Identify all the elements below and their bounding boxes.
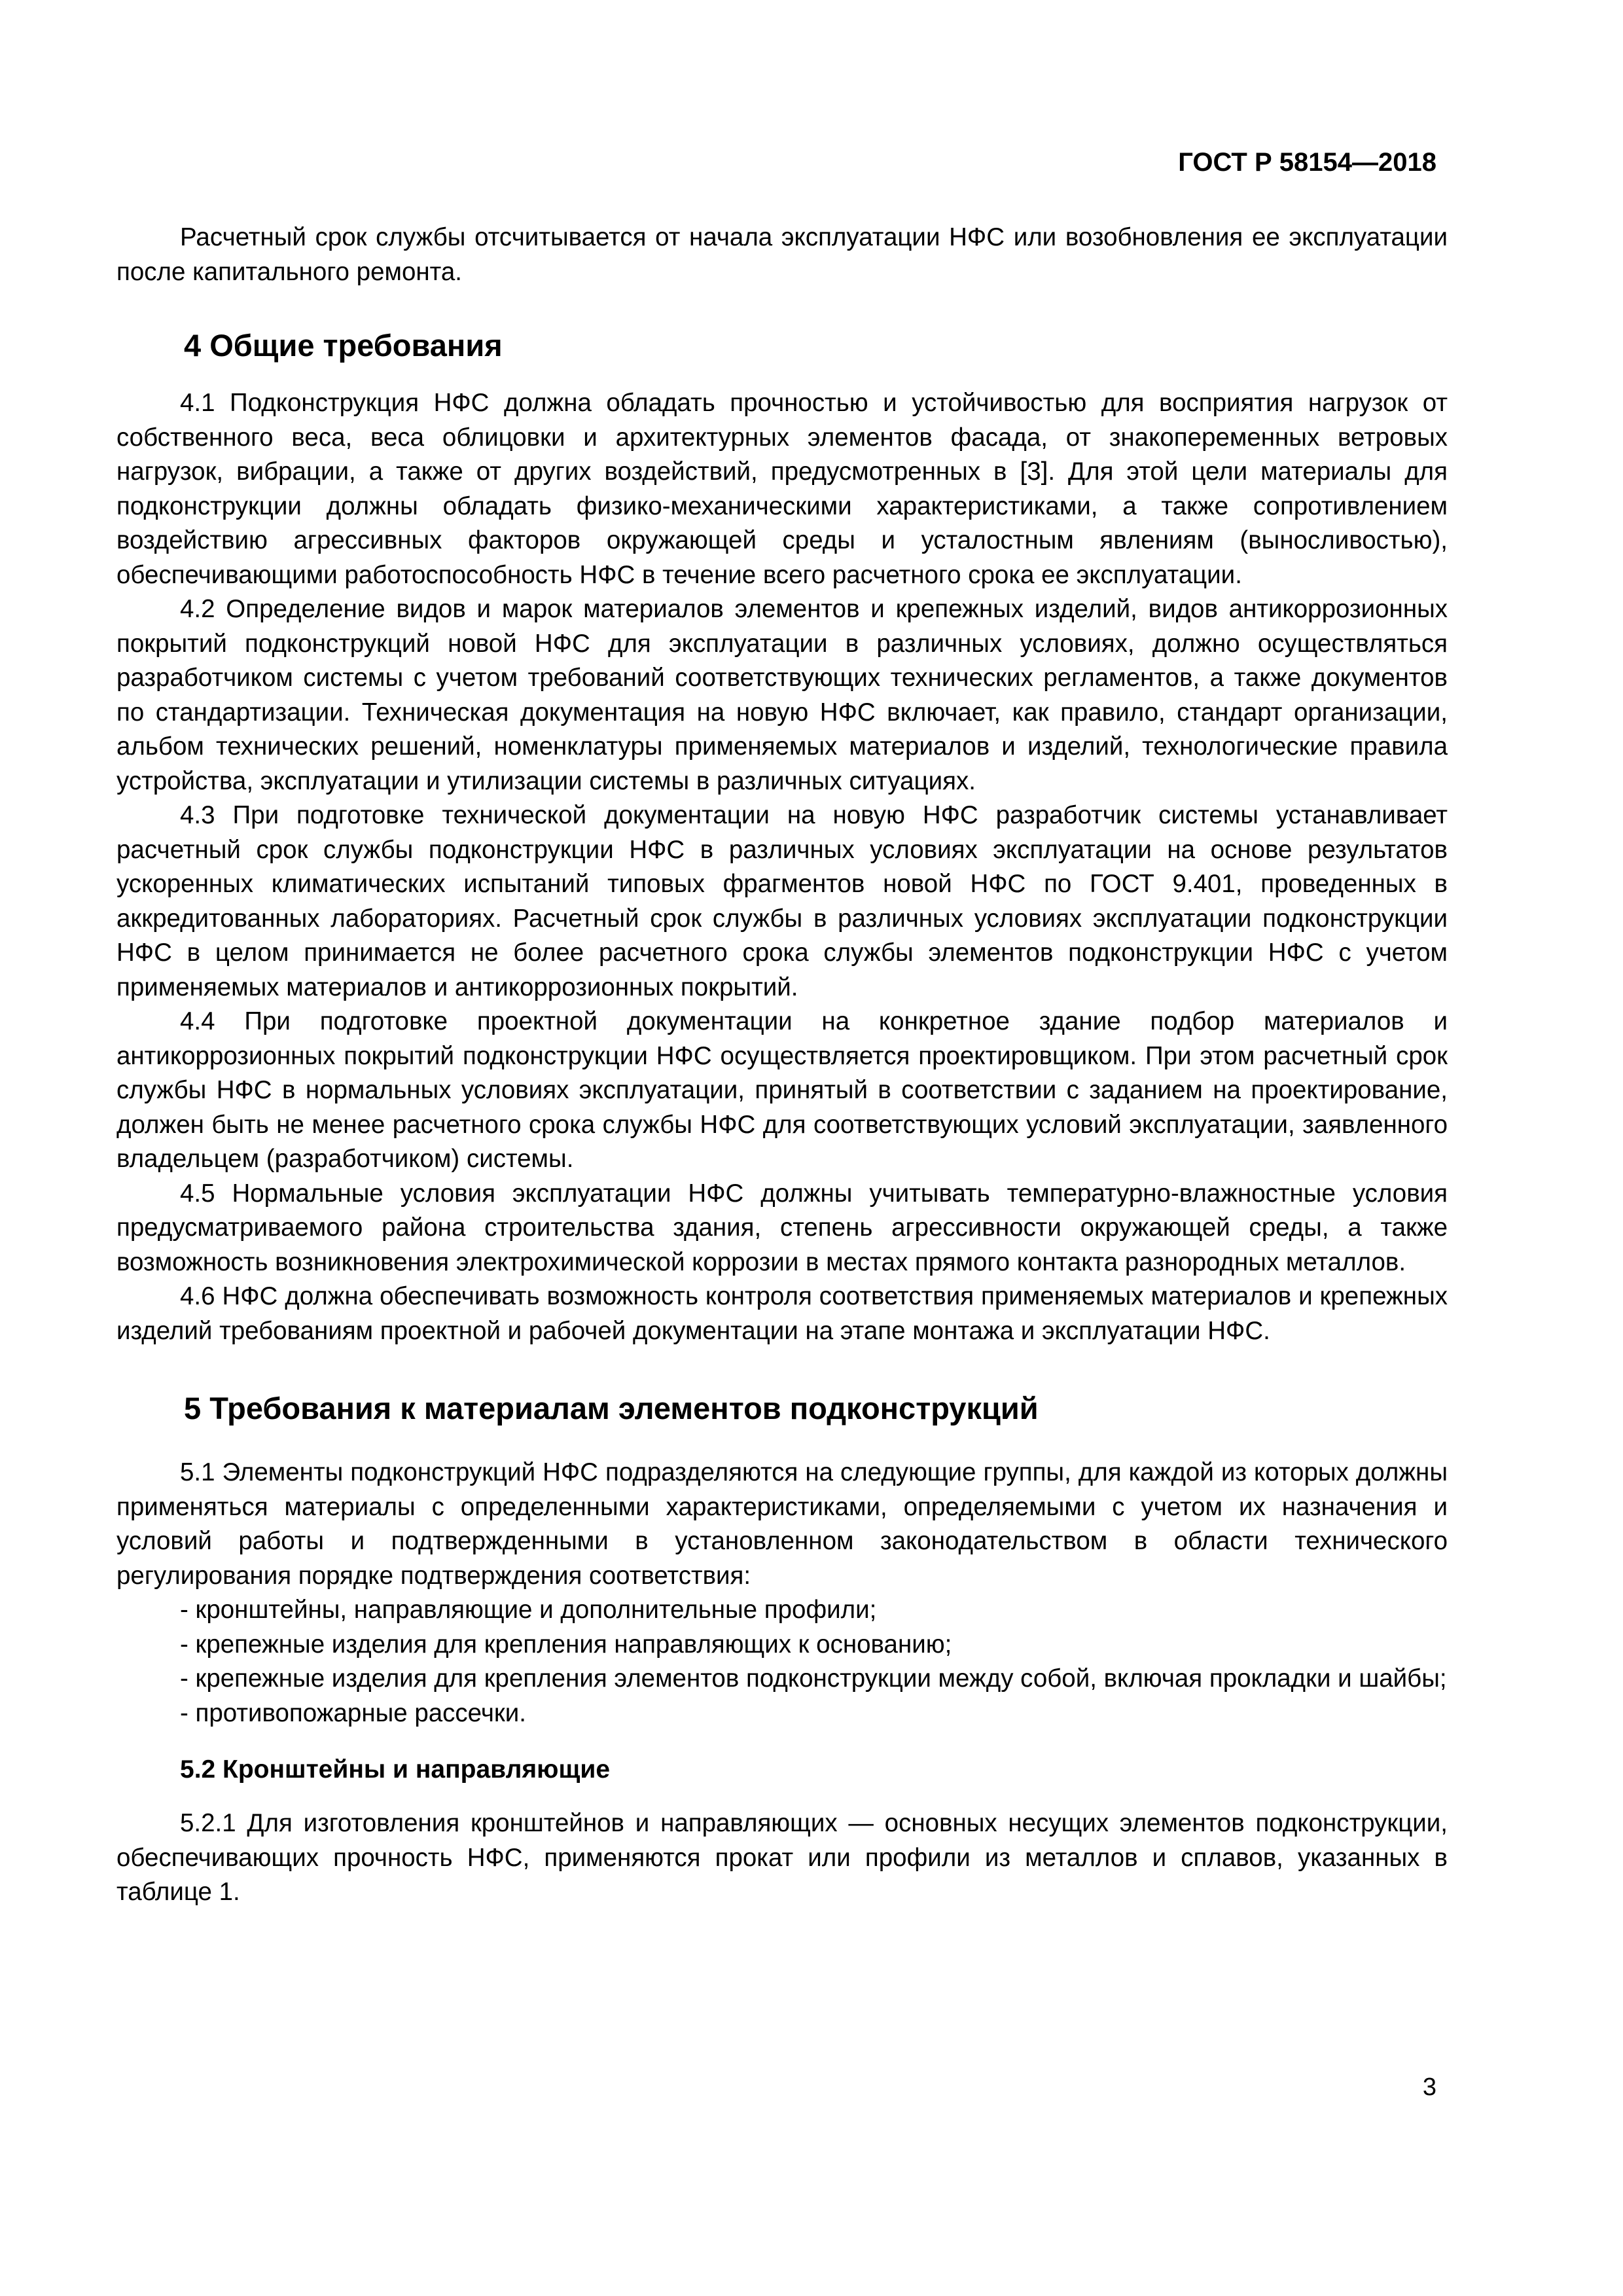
list-item: - крепежные изделия для крепления элементов подконструкции между собой, включая прокладки и шайбы; [180,1664,1447,1693]
list-item: - кронштейны, направляющие и дополнительные профили; [180,1596,877,1624]
standard-code-header: ГОСТ Р 58154—2018 [1178,148,1436,177]
paragraph-4-2: 4.2 Определение видов и марок материалов элементов и крепежных изделий, видов антикоррозионных покрытий подконструкций новой НФС для эксплуатации в различных условиях, должно осуществляться разработчиком системы с учетом требований соответствующих технических регламентов, а также документов по стандартизации. Техническая документация на новую НФС включает, как правило, стандарт организации, альбом технических решений, номенклатуры применяемых материалов и изделий, технологические правила устройства, эксплуатации и утилизации системы в различных ситуациях. [116,595,1448,795]
intro-paragraph: Расчетный срок службы отсчитывается от начала эксплуатации НФС или возобновления ее эксплуатации после капитального ремонта. [116,223,1448,286]
page-number: 3 [1422,2073,1436,2101]
paragraph-4-6: 4.6 НФС должна обеспечивать возможность контроля соответствия применяемых материалов и крепежных изделий требованиям проектной и рабочей документации на этапе монтажа и эксплуатации НФС. [116,1282,1448,1345]
paragraph-4-1: 4.1 Подконструкция НФС должна обладать прочностью и устойчивостью для восприятия нагрузок от собственного веса, веса облицовки и архитектурных элементов фасада, от знакопеременных ветровых нагрузок, вибрации, а также от других воздействий, предусмотренных в [3]. Для этой цели материалы для подконструкции должны обладать физико-механическими характеристиками, а также сопротивлением воздействию агрессивных факторов окружающей среды и усталостным явлениям (выносливостью), обеспечивающими работоспособность НФС в течение всего расчетного срока ее эксплуатации. [116,389,1448,589]
section-5-title: 5 Требования к материалам элементов подконструкций [184,1391,1039,1426]
paragraph-4-4: 4.4 При подготовке проектной документации на конкретное здание подбор материалов и антикоррозионных покрытий подконструкции НФС осуществляется проектировщиком. При этом расчетный срок службы НФС в нормальных условиях эксплуатации, принятый в соответствии с заданием на проектирование, должен быть не менее расчетного срока службы НФС для соответствующих условий эксплуатации, заявленного владельцем (разработчиком) системы. [116,1007,1448,1173]
list-item: - крепежные изделия для крепления направляющих к основанию; [180,1630,952,1659]
section-4-title: 4 Общие требования [184,328,503,363]
paragraph-4-3: 4.3 При подготовке технической документации на новую НФС разработчик системы устанавливает расчетный срок службы подконструкции НФС в различных условиях эксплуатации на основе результатов ускоренных климатических испытаний типовых фрагментов новой НФС по ГОСТ 9.401, проведенных в аккредитованных лабораториях. Расчетный срок службы в различных условиях эксплуатации подконструкции НФС в целом принимается не более расчетного срока службы элементов подконструкции НФС с учетом применяемых материалов и антикоррозионных покрытий. [116,801,1448,1001]
paragraph-5-2-1: 5.2.1 Для изготовления кронштейнов и направляющих — основных несущих элементов подконструкции, обеспечивающих прочность НФС, применяются прокат или профили из металлов и сплавов, указанных в таблице 1. [116,1809,1448,1906]
paragraph-5-1: 5.1 Элементы подконструкций НФС подразделяются на следующие группы, для каждой из которых должны применяться материалы с определенными характеристиками, определяемыми с учетом их назначения и условий работы и подтвержденными в установленном законодательством в области технического регулирования порядке подтверждения соответствия: [116,1458,1448,1590]
document-body [116,221,1448,1910]
paragraph-4-5: 4.5 Нормальные условия эксплуатации НФС должны учитывать температурно-влажностные условия предусматриваемого района строительства здания, степень агрессивности окружающей среды, а также возможность возникновения электрохимической коррозии в местах прямого контакта разнородных металлов. [116,1179,1448,1276]
list-item: - противопожарные рассечки. [180,1698,526,1727]
subsection-5-2-title: 5.2 Кронштейны и направляющие [180,1755,611,1784]
